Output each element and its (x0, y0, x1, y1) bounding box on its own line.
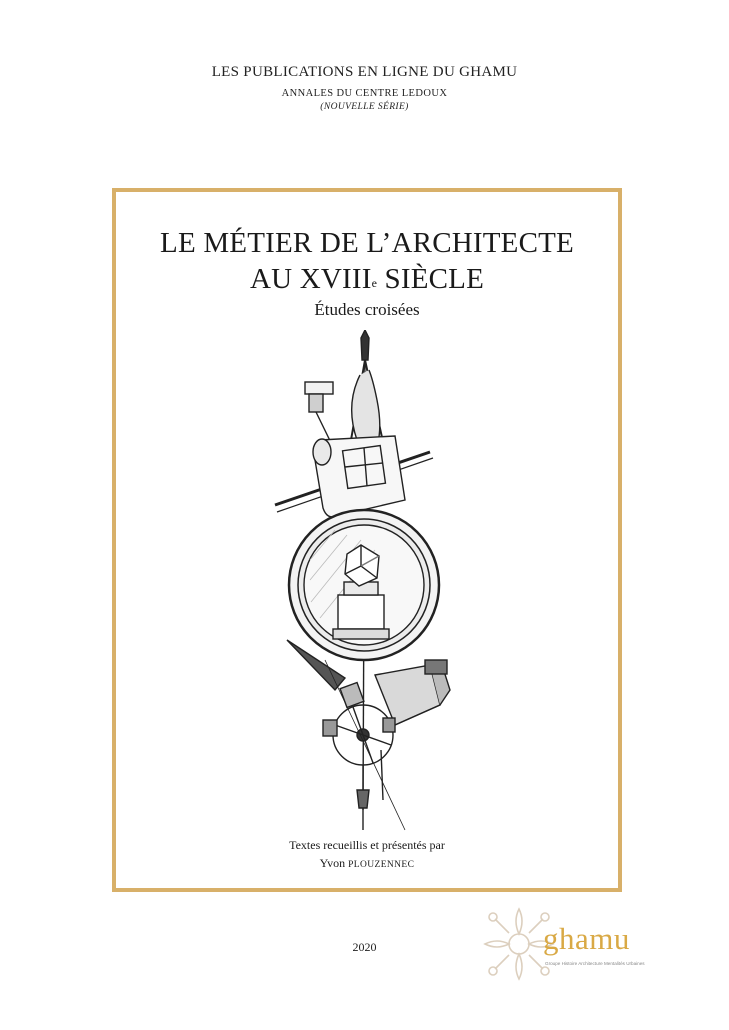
credits-intro: Textes recueillis et présentés par (289, 838, 445, 852)
editor-name (112, 856, 622, 871)
publication-year: 2020 (352, 940, 377, 954)
logo-wordmark: ghamu (543, 921, 630, 956)
title-superscript: e (371, 276, 378, 290)
book-subtitle: Études croisées (314, 300, 420, 319)
editor-last-name: PLOUZENNEC (348, 860, 415, 870)
editor-first-name: Yvon (319, 856, 349, 870)
title-line2-end: SIÈCLE (377, 263, 485, 295)
header (0, 64, 729, 112)
ghamu-logo (483, 905, 658, 983)
new-series-label: (NOUVELLE SÉRIE) (320, 102, 409, 112)
book-title-line1: LE MÉTIER DE L’ARCHITECTE (160, 227, 574, 259)
logo-tagline: Groupe Histoire Architecture Mentalités Urbaines (545, 961, 645, 966)
annales-title: ANNALES DU CENTRE LEDOUX (281, 88, 448, 99)
credits (112, 838, 622, 871)
title-line2-start: AU XVIII (249, 263, 372, 295)
architecture-trophy-engraving (265, 330, 470, 835)
series-title: LES PUBLICATIONS EN LIGNE DU GHAMU (211, 64, 518, 80)
book-title (112, 225, 622, 297)
book-title-line2 (112, 261, 622, 297)
